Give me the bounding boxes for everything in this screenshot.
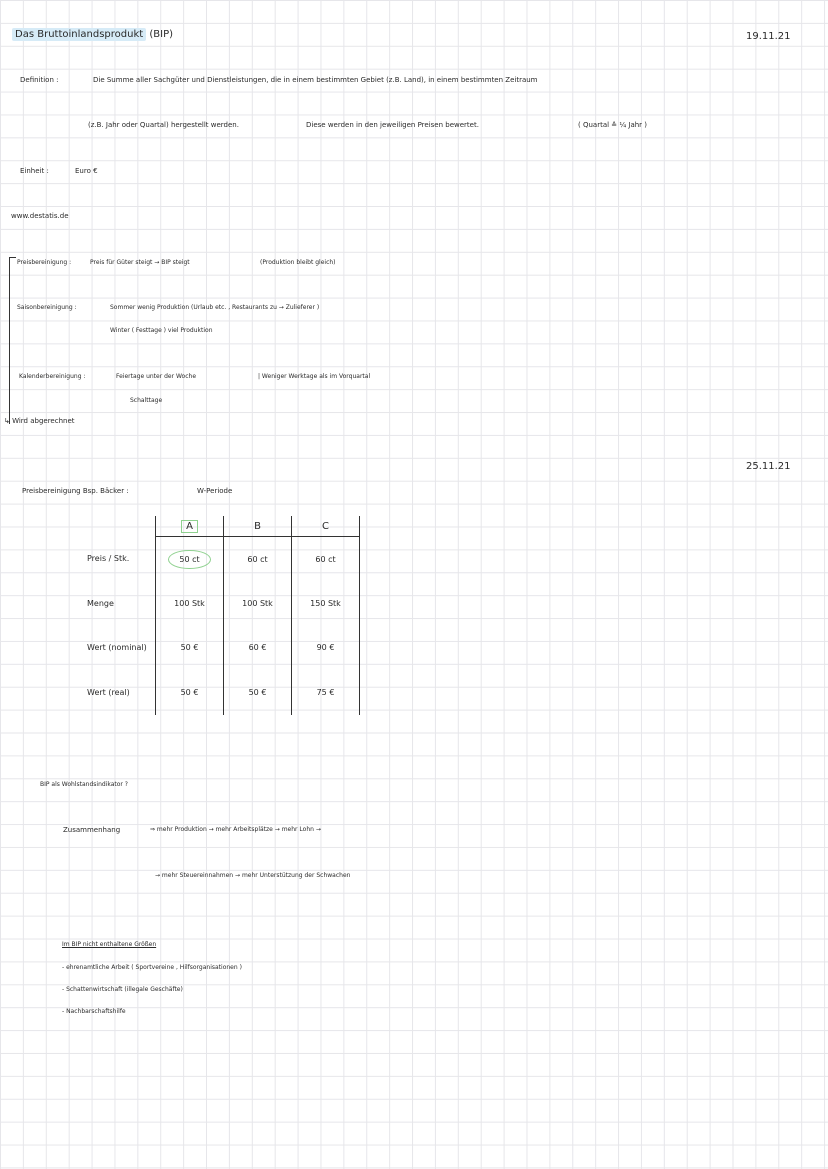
- date-second: 25.11.21: [746, 461, 791, 472]
- definition-label: Definition :: [20, 76, 59, 84]
- wellbeing-title: BIP als Wohlstandsindikator ?: [40, 781, 128, 788]
- website-text: www.destatis.de: [11, 212, 69, 220]
- wellbeing-label: Zusammenhang: [63, 826, 121, 834]
- row-label: Preis / Stk.: [87, 554, 130, 564]
- table-cell: 50 €: [156, 625, 224, 669]
- row-label: Wert (nominal): [87, 642, 147, 652]
- wellbeing-line2: → mehr Steuereinnahmen → mehr Unterstützung der Schwachen: [155, 872, 351, 879]
- table-row: [85, 537, 360, 582]
- excluded-item: - Schattenwirtschaft (illegale Geschäfte): [62, 986, 183, 993]
- unit-label: Einheit :: [20, 167, 49, 175]
- season-adjust-label: Saisonbereinigung :: [17, 304, 77, 311]
- definition-line2b: Diese werden in den jeweiligen Preisen bewertet.: [306, 121, 479, 129]
- table-cell: 50 €: [224, 669, 292, 715]
- table-cell: 60 ct: [292, 537, 360, 582]
- season-winter-text: Winter ( Festtage ) viel Produktion: [110, 327, 213, 334]
- calendar-adjust-sub: Schalttage: [130, 397, 163, 404]
- adjustments-result: ↳ Wird abgerechnet: [4, 417, 75, 425]
- column-header-b: B: [224, 516, 292, 537]
- adjustments-bracket: [9, 257, 16, 424]
- price-adjust-text: Preis für Güter steigt → BIP steigt: [90, 259, 190, 266]
- table-cell: 60 ct: [224, 537, 292, 582]
- row-label: Wert (real): [87, 687, 130, 697]
- unit-value: Euro €: [75, 167, 98, 175]
- row-label: Menge: [87, 598, 114, 608]
- definition-note: ( Quartal ≙ ¼ Jahr ): [578, 121, 647, 129]
- table-cell: 60 €: [224, 625, 292, 669]
- table-row: [85, 669, 360, 715]
- price-adjust-label: Preisbereinigung :: [17, 259, 72, 266]
- calendar-adjust-label: Kalenderbereinigung :: [19, 373, 86, 380]
- wellbeing-line1: ⇒ mehr Produktion → mehr Arbeitsplätze → mehr Lohn →: [150, 826, 321, 833]
- table-cell: 100 Stk: [156, 581, 224, 625]
- column-header-c: C: [292, 516, 360, 537]
- table-cell: 50 €: [156, 669, 224, 715]
- table-cell: 75 €: [292, 669, 360, 715]
- definition-line2: (z.B. Jahr oder Quartal) hergestellt werden.: [88, 121, 239, 129]
- example-title: Preisbereinigung Bsp. Bäcker :: [22, 487, 129, 495]
- table-header-row: [85, 516, 360, 537]
- excluded-title: Im BIP nicht enthaltene Größen: [62, 941, 157, 948]
- title-highlight: Das Bruttoinlandsprodukt: [12, 28, 146, 41]
- circled-value: 50 ct: [168, 550, 210, 569]
- definition-line1: Die Summe aller Sachgüter und Dienstleistungen, die in einem bestimmten Gebiet (z.B. Land), in einem bestimmten Zeitraum: [93, 76, 538, 84]
- season-summer-text: Sommer wenig Produktion (Urlaub etc. , Restaurants zu → Zulieferer ): [110, 304, 320, 311]
- excluded-item: - Nachbarschaftshilfe: [62, 1008, 126, 1015]
- table-corner: [85, 516, 156, 537]
- title-abbr: (BIP): [149, 29, 174, 40]
- date-top: 19.11.21: [746, 31, 791, 42]
- calendar-adjust-note: | Weniger Werktage als im Vorquartal: [258, 373, 371, 380]
- table-cell: 90 €: [292, 625, 360, 669]
- bakery-table: [85, 516, 360, 715]
- column-header-a: A: [156, 516, 224, 537]
- price-adjust-note: (Produktion bleibt gleich): [260, 259, 336, 266]
- table-row: [85, 625, 360, 669]
- example-period: W-Periode: [197, 487, 233, 495]
- table-cell: 100 Stk: [224, 581, 292, 625]
- table-row: [85, 581, 360, 625]
- table-cell: 150 Stk: [292, 581, 360, 625]
- excluded-item: - ehrenamtliche Arbeit ( Sportvereine , Hilfsorganisationen ): [62, 964, 242, 971]
- table-cell: [156, 537, 224, 582]
- page-title: [12, 29, 173, 40]
- calendar-adjust-text: Feiertage unter der Woche: [116, 373, 197, 380]
